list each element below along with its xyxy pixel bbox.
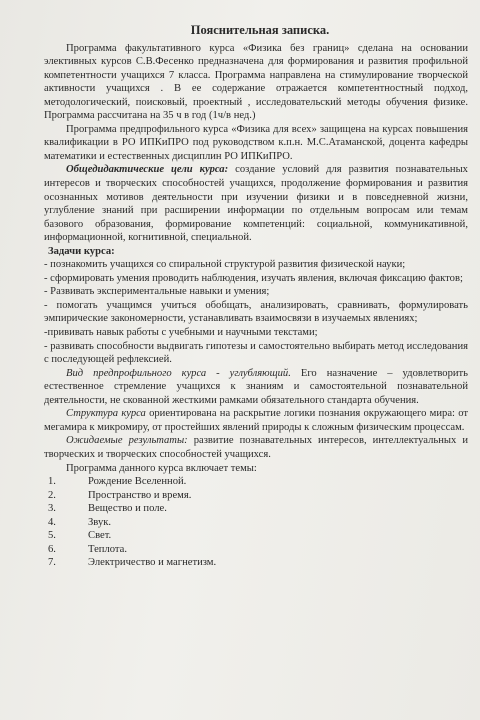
topic-label: Вещество и поле.: [88, 503, 167, 515]
topic-label: Теплота.: [88, 543, 127, 555]
topic-number: 2.: [48, 489, 56, 501]
results-paragraph: [44, 434, 468, 461]
list-item: [44, 489, 468, 503]
topic-number: 7.: [48, 557, 56, 569]
topic-label: Свет.: [88, 530, 112, 542]
topic-label: Электричество и магнетизм.: [88, 557, 217, 569]
topics-intro: Программа данного курса включает темы:: [66, 462, 257, 474]
task-item: - развивать способности выдвигать гипотезы и самостоятельно выбирать метод исследования с последующей рефлексией.: [44, 340, 468, 366]
topic-number: 6.: [48, 543, 56, 555]
course-origin-paragraph: Программа предпрофильного курса «Физика для всех» защищена на курсах повышения квалификации в РО ИПКиПРО под руководством к.п.н. М.С.Атаманской, доцента кафедры математики и естественных дисциплин РО ИПКиПРО.: [44, 123, 468, 162]
list-item: [44, 516, 468, 530]
topic-label: Рождение Вселенной.: [88, 476, 187, 488]
course-kind-paragraph: [44, 367, 468, 408]
topic-number: 3.: [48, 503, 56, 515]
tasks-heading: Задачи курса:: [48, 245, 115, 257]
intro-paragraph: Программа факультативного курса «Физика без границ» сделана на основании элективных курсов С.В.Фесенко предназначена для формирования и развития профильной компетентности учащихся 7 класса. Программа направлена на стимулирование творческой активности учащихся . В ее содержание отражается компетентностный подход, методологический, поисковый, проектный , исследовательский методы обучения физике. Программа рассчитана на 35 ч в год (1ч/в нед.): [44, 42, 468, 122]
list-item: [44, 502, 468, 516]
list-item: [44, 543, 468, 557]
list-item: [44, 556, 468, 570]
task-item: -прививать навык работы с учебными и научными текстами;: [44, 327, 318, 339]
structure-text: ориентирована на раскрытие логики познания окружающего мира: от мегамира к микромиру, от простейших явлений природы к сложным физическим процессам.: [44, 408, 468, 433]
topic-number: 1.: [48, 476, 56, 488]
list-item: [44, 475, 468, 489]
topic-label: Звук.: [88, 516, 112, 528]
results-text: развитие познавательных интересов, интеллектуальных и творческих и творческих способностей учащихся.: [44, 435, 469, 460]
goals-label: Общедидактические цели курса:: [66, 164, 229, 176]
task-item: - познакомить учащихся со спиральной структурой развития физической науки;: [44, 259, 406, 271]
document-body: [44, 24, 468, 570]
structure-paragraph: [44, 407, 468, 434]
page-title: Пояснительная записка.: [190, 23, 330, 37]
task-item: - Развивать экспериментальные навыки и умения;: [44, 286, 270, 298]
list-item: [44, 529, 468, 543]
topic-number: 5.: [48, 530, 56, 542]
topic-label: Пространство и время.: [88, 489, 192, 501]
task-item: - сформировать умения проводить наблюдения, изучать явления, включая фиксацию фактов;: [44, 272, 463, 284]
goals-text: создание условий для развития познавательных интересов и творческих способностей учащихся, продолжение формирования и развития осознанных мотивов деятельности при изучении физики и в повседневной жизни, углубление знаний при расширении информации по отдельным вопросам или темам базового образования, формирование компетенций: социальной, коммуникативной, информационной, когнитивной, специальной.: [44, 164, 468, 244]
task-item: - помогать учащимся учиться обобщать, анализировать, сравнивать, формулировать эмпирические закономерности, устанавливать взаимосвязи в изучаемых явлениях;: [44, 299, 468, 325]
structure-label: Структура курса: [66, 408, 146, 420]
topics-list: [44, 475, 468, 570]
goals-paragraph: [44, 163, 468, 244]
course-kind-text: Его назначение – удовлетворить естественное стремление учащихся к знаниям и самостоятельной познавательной деятельности, не скованной жесткими рамками обязательного стандарта обучения.: [44, 367, 468, 406]
results-label: Ожидаемые результаты:: [66, 435, 188, 447]
topic-number: 4.: [48, 516, 56, 528]
course-kind-label: Вид предпрофильного курса - углубляющий.: [66, 367, 291, 379]
